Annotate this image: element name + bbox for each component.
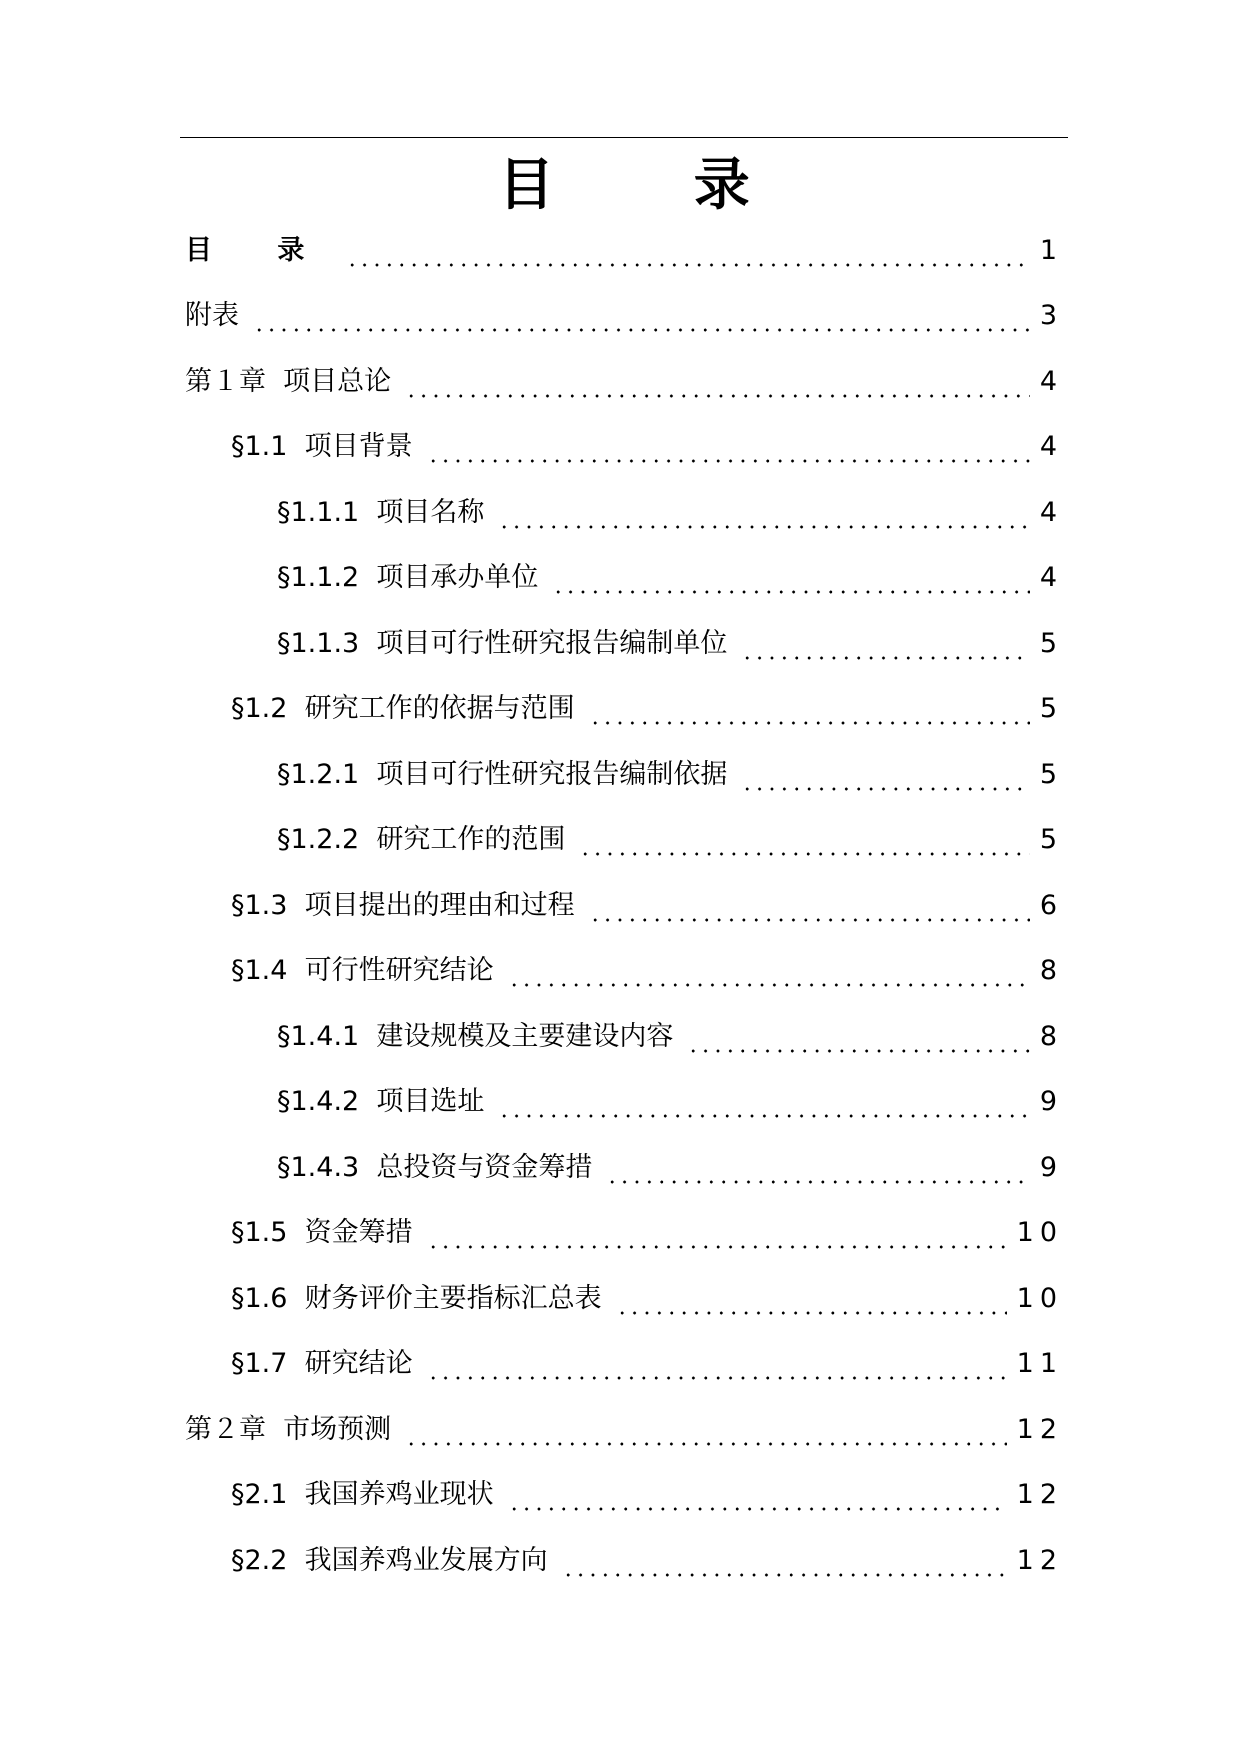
toc-entry[interactable]	[185, 742, 1063, 808]
dot-leader	[427, 427, 1030, 467]
toc-entry-title: §1.6 财务评价主要指标汇总表	[231, 1282, 602, 1314]
toc-entry[interactable]	[185, 939, 1063, 1005]
toc-entry-title: §1.4.3 总投资与资金筹措	[277, 1151, 593, 1183]
dot-leader	[405, 362, 1030, 402]
toc-page-number: 9	[1039, 1151, 1063, 1183]
dot-leader	[427, 1213, 1007, 1253]
toc-entry-title: §2.2 我国养鸡业发展方向	[231, 1544, 548, 1576]
toc-entry-title: §1.7 研究结论	[231, 1348, 413, 1380]
toc-entry-title: §1.4 可行性研究结论	[231, 955, 494, 987]
toc-page-number: 4	[1039, 562, 1063, 594]
toc-entry-title: 第２章 市场预测	[185, 1413, 392, 1445]
toc-entry[interactable]	[185, 611, 1063, 677]
toc-entry[interactable]	[185, 1528, 1063, 1594]
dot-leader	[498, 1082, 1029, 1122]
toc-page-number: 6	[1039, 889, 1063, 921]
toc-page-number: 8	[1039, 955, 1063, 987]
toc-page-number: 5	[1039, 627, 1063, 659]
toc-entry[interactable]	[185, 1397, 1063, 1463]
toc-entry[interactable]	[185, 415, 1063, 481]
toc-entry-title: 目 录	[185, 234, 333, 266]
toc-page-number: 3	[1039, 300, 1063, 332]
toc-entry[interactable]	[185, 1201, 1063, 1267]
header-rule	[180, 137, 1068, 138]
toc-entry[interactable]	[185, 546, 1063, 612]
toc-entry[interactable]	[185, 1004, 1063, 1070]
toc-page-number: 9	[1039, 1086, 1063, 1118]
toc-page-number: 12	[1016, 1544, 1063, 1576]
table-of-contents	[185, 218, 1063, 1594]
dot-leader	[405, 1410, 1006, 1450]
toc-entry-title: §1.2.1 项目可行性研究报告编制依据	[277, 758, 728, 790]
dot-leader	[508, 1475, 1007, 1515]
page-title: 目 录	[498, 153, 810, 218]
toc-entry-title: §1.4.1 建设规模及主要建设内容	[277, 1020, 674, 1052]
toc-entry[interactable]	[185, 1070, 1063, 1136]
toc-entry[interactable]	[185, 218, 1063, 284]
toc-entry-title: 第１章 项目总论	[185, 365, 392, 397]
toc-entry-title: §1.4.2 项目选址	[277, 1086, 485, 1118]
toc-entry[interactable]	[185, 1135, 1063, 1201]
toc-page-number: 4	[1039, 365, 1063, 397]
dot-leader	[346, 231, 1029, 271]
dot-leader	[616, 1279, 1007, 1319]
toc-entry-title: §1.3 项目提出的理由和过程	[231, 889, 575, 921]
toc-entry-title: §2.1 我国养鸡业现状	[231, 1479, 494, 1511]
toc-entry-title: §1.2.2 研究工作的范围	[277, 824, 566, 856]
toc-page-number: 4	[1039, 496, 1063, 528]
toc-page-number: 4	[1039, 431, 1063, 463]
dot-leader	[687, 1017, 1029, 1057]
dot-leader	[427, 1344, 1007, 1384]
dot-leader	[589, 886, 1030, 926]
toc-page-number: 12	[1016, 1413, 1063, 1445]
toc-entry-title: §1.1.1 项目名称	[277, 496, 485, 528]
toc-page-number: 10	[1016, 1217, 1063, 1249]
dot-leader	[606, 1148, 1029, 1188]
toc-entry-title: §1.2 研究工作的依据与范围	[231, 693, 575, 725]
toc-page-number: 1	[1039, 234, 1063, 266]
toc-page-number: 5	[1039, 758, 1063, 790]
toc-entry[interactable]	[185, 1266, 1063, 1332]
toc-page-number: 5	[1039, 824, 1063, 856]
toc-page-number: 12	[1016, 1479, 1063, 1511]
toc-page-number: 11	[1016, 1348, 1063, 1380]
toc-entry[interactable]	[185, 480, 1063, 546]
toc-entry[interactable]	[185, 873, 1063, 939]
toc-page-number: 5	[1039, 693, 1063, 725]
toc-page-number: 8	[1039, 1020, 1063, 1052]
toc-entry-title: §1.1 项目背景	[231, 431, 413, 463]
toc-entry-title: §1.5 资金筹措	[231, 1217, 413, 1249]
toc-entry-title: 附表	[185, 300, 239, 332]
toc-entry-title: §1.1.3 项目可行性研究报告编制单位	[277, 627, 728, 659]
toc-entry-title: §1.1.2 项目承办单位	[277, 562, 539, 594]
dot-leader	[498, 493, 1029, 533]
dot-leader	[741, 624, 1029, 664]
toc-entry[interactable]	[185, 284, 1063, 350]
dot-leader	[579, 820, 1029, 860]
toc-entry[interactable]	[185, 808, 1063, 874]
toc-entry[interactable]	[185, 1463, 1063, 1529]
dot-leader	[589, 689, 1030, 729]
toc-entry[interactable]	[185, 1332, 1063, 1398]
dot-leader	[552, 558, 1029, 598]
toc-entry[interactable]	[185, 349, 1063, 415]
dot-leader	[508, 951, 1030, 991]
dot-leader	[741, 755, 1029, 795]
dot-leader	[253, 296, 1030, 336]
dot-leader	[562, 1541, 1007, 1581]
toc-entry[interactable]	[185, 677, 1063, 743]
toc-page-number: 10	[1016, 1282, 1063, 1314]
